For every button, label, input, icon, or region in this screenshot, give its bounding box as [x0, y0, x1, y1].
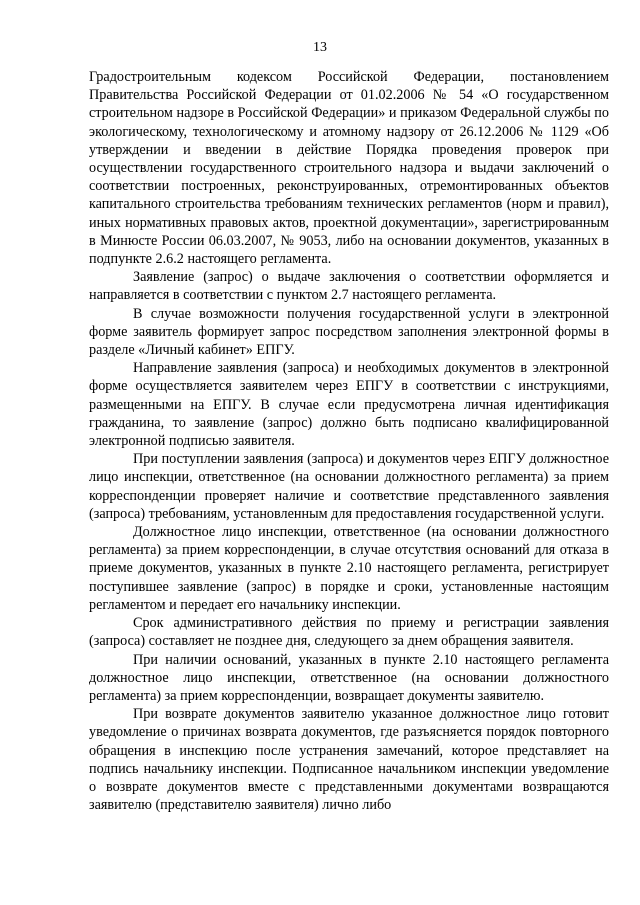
paragraph-2: Заявление (запрос) о выдаче заключения о соответствии оформляется и направляется в соответствии с пунктом 2.7 настоящего регламента.	[89, 269, 609, 304]
paragraph-7: Срок административного действия по приему и регистрации заявления (запроса) составляет не позднее дня, следующего за днем обращения заявителя.	[89, 615, 609, 650]
paragraph-8: При наличии оснований, указанных в пункте 2.10 настоящего регламента должностное лицо инспекции, ответственное (на основании должностного регламента) за прием корреспонденции, возвращает документы заявителю.	[89, 651, 609, 704]
paragraph-3: В случае возможности получения государственной услуги в электронной форме заявитель формирует запрос посредством заполнения электронной формы в разделе «Личный кабинет» ЕПГУ.	[89, 305, 609, 359]
paragraph-5: При поступлении заявления (запроса) и документов через ЕПГУ должностное лицо инспекции, ответственное (на основании должностного регламента) за прием корреспонденции проверяет наличие и соответствие представленного заявления (запроса) требованиям, установленным для предоставления государственной услуги.	[89, 451, 609, 522]
page-number: 13	[313, 40, 327, 55]
paragraph-4: Направление заявления (запроса) и необходимых документов в электронной форме осуществляется заявителем через ЕПГУ в соответствии с инструкциями, размещенными на ЕПГУ. В случае если предусмотрена личная идентификация гражданина, то заявление (запрос) должно быть подписано квалифицированной электронной подписью заявителя.	[89, 360, 609, 450]
paragraph-9: При возврате документов заявителю указанное должностное лицо готовит уведомление о причинах возврата документов, где разъясняется порядок повторного обращения в инспекцию после устранения замечаний, которое представляет на подпись начальнику инспекции. Подписанное начальником инспекции уведомление о возврате документов вместе с представленными документами возвращаются заявителю (представителю заявителя) лично либо	[89, 706, 609, 814]
document-body	[89, 68, 609, 814]
paragraph-6: Должностное лицо инспекции, ответственное (на основании должностного регламента) за прием корреспонденции, в случае отсутствия оснований для отказа в приеме документов, указанных в пункте 2.10 настоящего регламента, регистрирует поступившее заявление (запрос) в порядке и сроки, установленные настоящим регламентом и передает его начальнику инспекции.	[89, 524, 609, 613]
paragraph-1: Градостроительным кодексом Российской Федерации, постановлением Правительства Российской Федерации от 01.02.2006 № 54 «О государственном строительном надзоре в Российской Федерации» и приказом Федеральной службы по экологическому, технологическому и атомному надзору от 26.12.2006 № 1129 «Об утверждении и введении в действие Порядка проведения проверок при осуществлении государственного строительного надзора и выдачи заключений о соответствии построенных, реконструированных, отремонтированных объектов капитального строительства требованиям технических регламентов (норм и правил), иных нормативных правовых актов, проектной документации», зарегистрированным в Минюсте России 06.03.2007, № 9053, либо на основании документов, указанных в подпункте 2.6.2 настоящего регламента.	[89, 69, 609, 268]
